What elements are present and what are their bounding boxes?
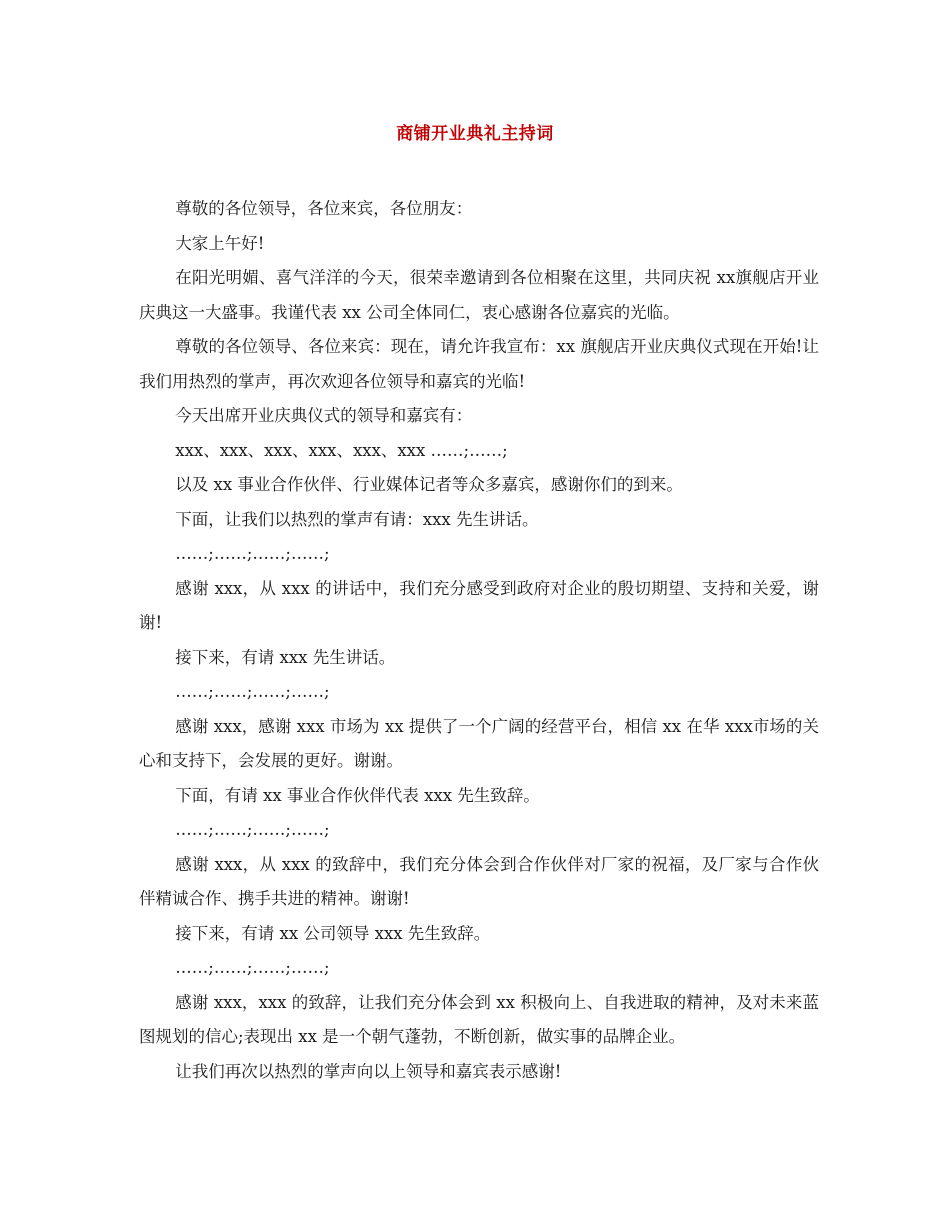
paragraph: 今天出席开业庆典仪式的领导和嘉宾有： [175, 406, 473, 425]
paragraph: 感谢 xxx，xxx 的致辞，让我们充分体会到 xx 积极向上、自我进取的精神，及对未来蓝图规划的信心;表现出 xx 是一个朝气蓬勃，不断创新，做实事的品牌企业。 [139, 992, 819, 1046]
paragraph: 以及 xx 事业合作伙伴、行业媒体记者等众多嘉宾，感谢你们的到来。 [175, 475, 683, 494]
paragraph: 下面，让我们以热烈的掌声有请：xxx 先生讲话。 [175, 509, 539, 529]
paragraph: 尊敬的各位领导，各位来宾，各位朋友： [175, 199, 473, 218]
paragraph: ……;……;……;……; [175, 958, 330, 977]
paragraph: xxx、xxx、xxx、xxx、xxx、xxx ……;……; [175, 440, 508, 460]
paragraph: ……;……;……;……; [175, 682, 330, 701]
paragraph: 下面，有请 xx 事业合作伙伴代表 xxx 先生致辞。 [175, 785, 540, 805]
document-title: 商铺开业典礼主持词 [396, 124, 554, 144]
paragraph: ……;……;……;……; [175, 544, 330, 563]
paragraph: 让我们再次以热烈的掌声向以上领导和嘉宾表示感谢! [175, 1061, 562, 1081]
paragraph: 大家上午好! [175, 233, 265, 253]
paragraph: 接下来，有请 xx 公司领导 xxx 先生致辞。 [175, 923, 491, 943]
paragraph: 尊敬的各位领导、各位来宾：现在，请允许我宣布：xx 旗舰店开业庆典仪式现在开始!让我们用热烈的掌声，再次欢迎各位领导和嘉宾的光临! [139, 337, 819, 391]
paragraph: ……;……;……;……; [175, 820, 330, 839]
document-body [139, 192, 819, 1089]
paragraph: 感谢 xxx，从 xxx 的讲话中，我们充分感受到政府对企业的殷切期望、支持和关爱，谢谢! [139, 578, 819, 632]
paragraph: 感谢 xxx，感谢 xxx 市场为 xx 提供了一个广阔的经营平台，相信 xx 在华 xxx市场的关心和支持下，会发展的更好。谢谢。 [139, 716, 819, 770]
paragraph: 感谢 xxx，从 xxx 的致辞中，我们充分体会到合作伙伴对厂家的祝福，及厂家与合作伙伴精诚合作、携手共进的精神。谢谢! [139, 854, 819, 908]
paragraph: 在阳光明媚、喜气洋洋的今天，很荣幸邀请到各位相聚在这里，共同庆祝 xx旗舰店开业庆典这一大盛事。我谨代表 xx 公司全体同仁，衷心感谢各位嘉宾的光临。 [139, 268, 819, 322]
paragraph: 接下来，有请 xxx 先生讲话。 [175, 647, 396, 667]
